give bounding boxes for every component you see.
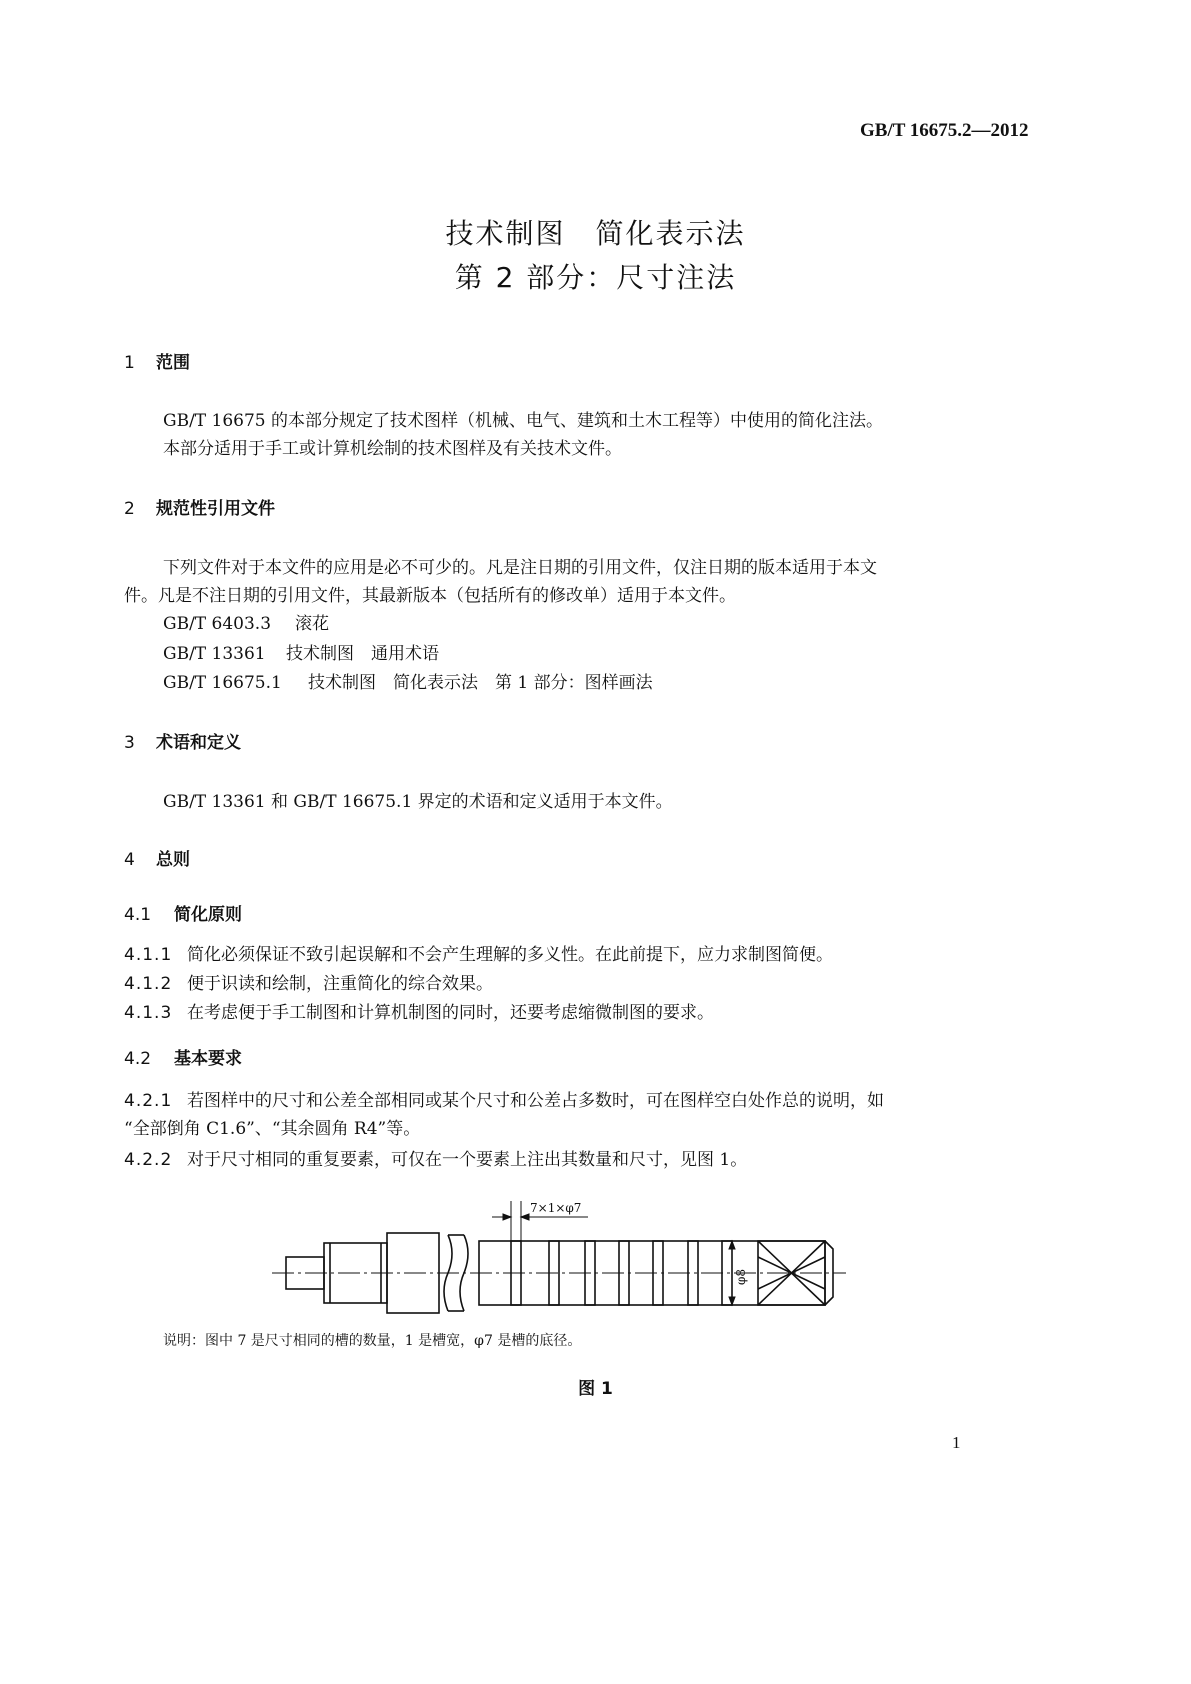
section-title: 规范性引用文件 [156, 499, 275, 519]
section-number: 3 [124, 733, 135, 753]
clause-number: 4.1.1 [124, 945, 173, 965]
reference-code: GB/T 6403.3 [163, 614, 272, 634]
section-2-paragraph-line-1: 下列文件对于本文件的应用是必不可少的。凡是注日期的引用文件，仅注日期的版本适用于本文 [163, 558, 877, 578]
clause-number: 4.1.3 [124, 1003, 173, 1023]
clause-number: 4.1.2 [124, 974, 173, 994]
section-4-heading [124, 845, 190, 870]
section-3-heading [124, 728, 241, 753]
reference-name: 技术制图 简化表示法 第 1 部分：图样画法 [308, 673, 653, 693]
clause-text: 对于尺寸相同的重复要素，可仅在一个要素上注出其数量和尺寸，见图 1。 [187, 1150, 748, 1170]
section-3-paragraph: GB/T 13361 和 GB/T 16675.1 界定的术语和定义适用于本文件。 [163, 792, 673, 812]
reference-code: GB/T 13361 [163, 644, 266, 664]
section-1-heading [124, 348, 190, 373]
section-title: 总则 [156, 850, 190, 870]
page-number: 1 [952, 1433, 961, 1452]
section-2-paragraph-line-2: 件。凡是不注日期的引用文件，其最新版本（包括所有的修改单）适用于本文件。 [124, 586, 736, 606]
figure-1-drawing [268, 1195, 858, 1320]
figure-caption: 图 1 [578, 1379, 613, 1399]
reference-code: GB/T 16675.1 [163, 673, 282, 693]
reference-name: 滚花 [295, 614, 329, 634]
section-1-paragraph-2: 本部分适用于手工或计算机绘制的技术图样及有关技术文件。 [163, 439, 622, 459]
section-title: 简化原则 [174, 905, 242, 925]
reference-name: 技术制图 通用术语 [286, 644, 439, 664]
standard-number: GB/T 16675.2—2012 [860, 120, 1029, 141]
section-number: 4.2 [124, 1049, 152, 1069]
section-1-paragraph-1: GB/T 16675 的本部分规定了技术图样（机械、电气、建筑和土木工程等）中使用的简化注法。 [163, 411, 884, 431]
clause-4-2-1-continuation: “全部倒角 C1.6”、“其余圆角 R4”等。 [124, 1119, 421, 1139]
clause-4-1-1 [124, 940, 833, 965]
clause-text: 便于识读和绘制，注重简化的综合效果。 [187, 974, 493, 994]
section-title: 基本要求 [174, 1049, 242, 1069]
dim-label-groove: 7×1×φ7 [530, 1201, 582, 1215]
clause-4-1-2 [124, 969, 493, 994]
clause-text: 在考虑便于手工制图和计算机制图的同时，还要考虑缩微制图的要求。 [187, 1003, 714, 1023]
dim-label-diameter: φ8 [734, 1268, 748, 1285]
subsection-4-1-heading [124, 900, 242, 925]
section-number: 4 [124, 850, 135, 870]
section-number: 2 [124, 499, 135, 519]
clause-4-2-1 [124, 1086, 884, 1111]
reference-item [163, 668, 653, 693]
section-number: 4.1 [124, 905, 152, 925]
section-title: 术语和定义 [156, 733, 241, 753]
subsection-4-2-heading [124, 1044, 242, 1069]
section-number: 1 [124, 353, 135, 373]
figure-note: 说明：图中 7 是尺寸相同的槽的数量，1 是槽宽，φ7 是槽的底径。 [163, 1333, 582, 1349]
clause-4-1-3 [124, 998, 714, 1023]
page-title-line2: 第 2 部分：尺寸注法 [454, 261, 737, 294]
page-title-line1: 技术制图 简化表示法 [445, 217, 746, 250]
clause-number: 4.2.1 [124, 1091, 173, 1111]
clause-text: 若图样中的尺寸和公差全部相同或某个尺寸和公差占多数时，可在图样空白处作总的说明，如 [187, 1091, 884, 1111]
reference-item [163, 639, 439, 664]
reference-item [163, 609, 329, 634]
section-2-heading [124, 494, 275, 519]
clause-number: 4.2.2 [124, 1150, 173, 1170]
clause-4-2-2 [124, 1145, 747, 1170]
section-title: 范围 [156, 353, 190, 373]
clause-text: 简化必须保证不致引起误解和不会产生理解的多义性。在此前提下，应力求制图简便。 [187, 945, 833, 965]
